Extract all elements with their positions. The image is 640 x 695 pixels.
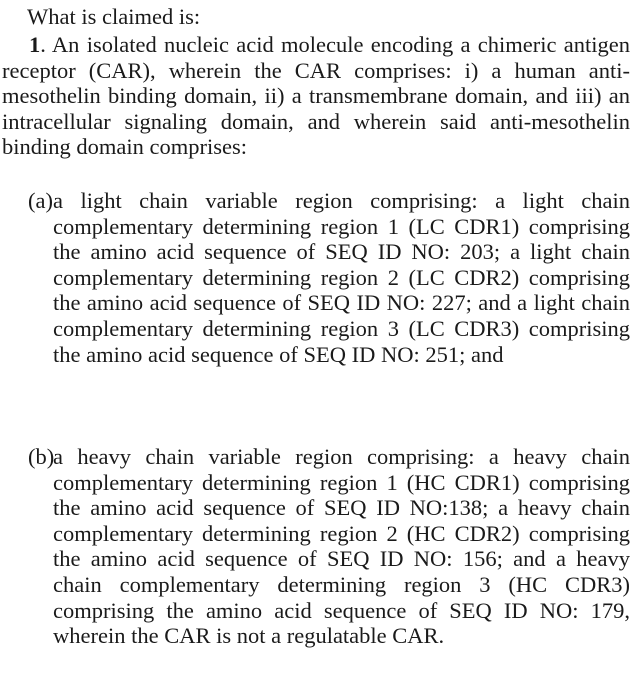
claim-item-text: a heavy chain variable region comprising: a heavy chain complementary determining region 1 (HC CDR1) comprising the amino acid sequence of SEQ ID NO:138; a heavy chain complementary determining region 2 (HC CDR2) comprising the amino acid sequence of SEQ ID NO: 156; and a heavy chain complementary determining region 3 (HC CDR3) comprising the amino acid sequence of SEQ ID NO: 179, wherein the CAR is not a regulatable CAR. — [53, 444, 630, 649]
claim-number: 1 — [29, 32, 41, 57]
claim-item-label: (a) — [28, 188, 53, 213]
claims-heading: What is claimed is: — [27, 4, 201, 29]
claim-item-b — [28, 444, 630, 649]
claim-item-a — [28, 188, 630, 367]
claim-1-text: . An isolated nucleic acid molecule encoding a chimeric antigen receptor (CAR), wherein the CAR comprises: i) a human anti-mesothelin binding domain, ii) a transmembrane domain, and iii) an intracellular signaling domain, and wherein said anti-mesothelin binding domain comprises: — [2, 32, 630, 160]
claim-item-text: a light chain variable region comprising: a light chain complementary determining region 1 (LC CDR1) comprising the amino acid sequence of SEQ ID NO: 203; a light chain complementary determining region 2 (LC CDR2) comprising the amino acid sequence of SEQ ID NO: 227; and a light chain complementary determining region 3 (LC CDR3) comprising the amino acid sequence of SEQ ID NO: 251; and — [53, 188, 630, 367]
claim-item-label: (b) — [28, 444, 55, 469]
claim-1-preamble — [2, 32, 630, 160]
